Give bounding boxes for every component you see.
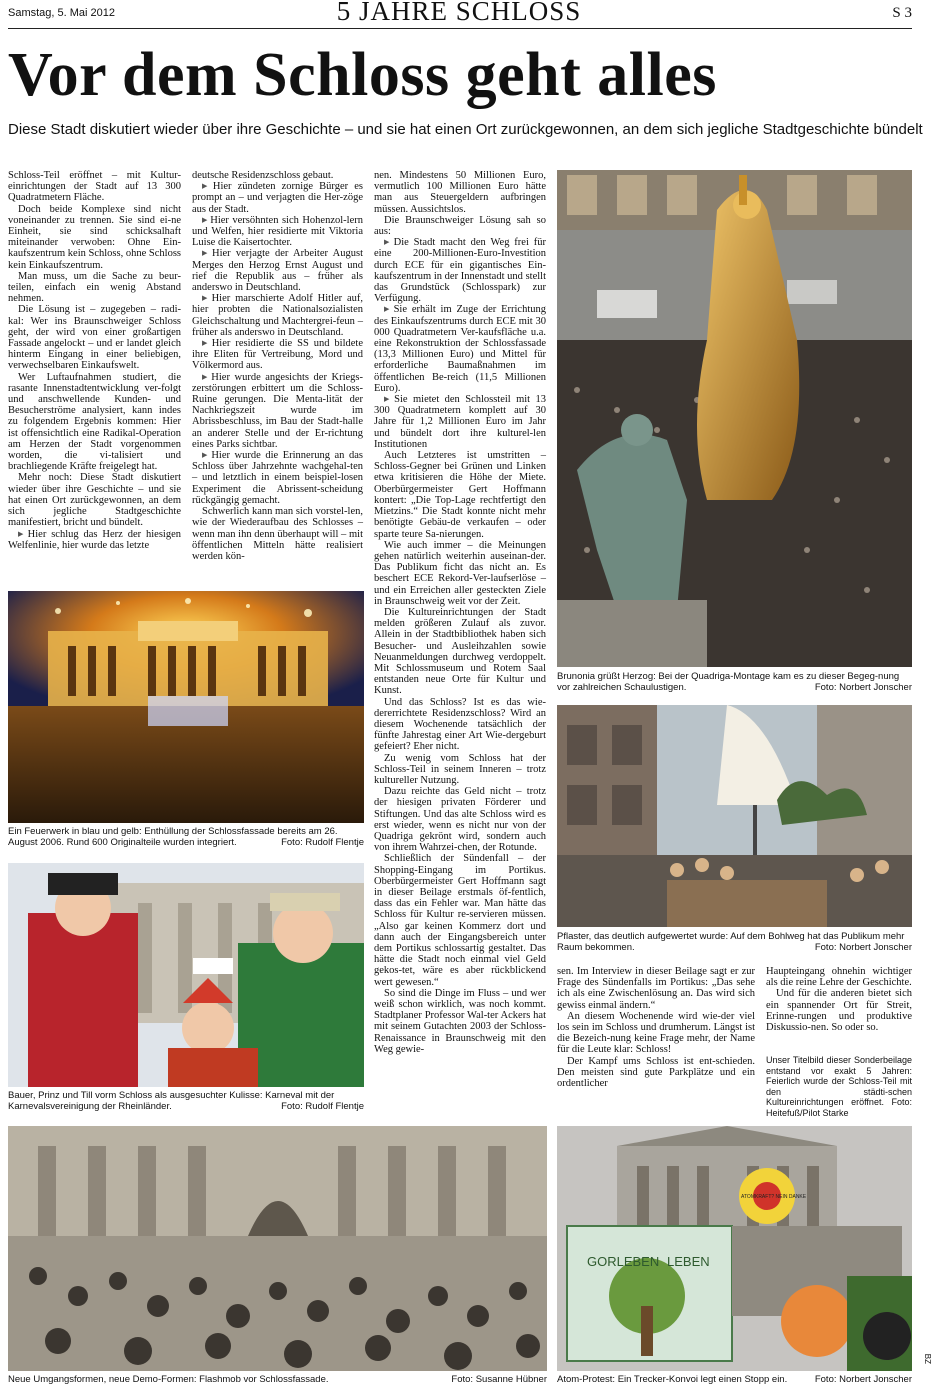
- sticker-text: ATOMKRAFT? NEIN DANKE: [741, 1194, 807, 1200]
- photo-brunonia: [557, 170, 912, 667]
- paragraph-bullet: [192, 293, 363, 338]
- paragraph-bullet: [192, 338, 363, 372]
- pflaster-illustration: [557, 705, 912, 927]
- triangle-bullet-icon: ▶: [202, 339, 210, 348]
- paragraph: Schloss-Teil eröffnet – mit Kultur-einrichtungen der Stadt auf 13 300 Quadratmetern Fläche.: [8, 170, 181, 204]
- paragraph-text: Sie mietet den Schlossteil mit 13 300 Quadratmetern komplett auf 30 Jahre für 1,2 Millionen Euro im Jahr und bündelt dort ihre kulturel-len Institutionen: [374, 394, 546, 450]
- paragraph: Zu wenig vom Schloss hat der Schloss-Teil in seinem Inneren – trotz kultureller Nutzung.: [374, 752, 546, 786]
- flashmob-illustration: [8, 1126, 547, 1371]
- headline: Vor dem Schloss geht alles: [8, 41, 717, 109]
- paragraph: Wer Luftaufnahmen studiert, die rasante Innenstadtentwicklung ver-folgt und anschwellende Kunden- und Besucherströme analysiert, kann indes zu folgendem Ergebnis kommen: Hier ist offensichtlich eine Radikal-Operation am Herzen der Stadt vorgenommen worden, die vi-talisiert und brachliegende Kräfte freigelegt hat.: [8, 371, 181, 473]
- page-number: S 3: [892, 5, 912, 21]
- triangle-bullet-icon: ▶: [202, 182, 211, 191]
- paragraph-bullet: [8, 529, 181, 551]
- paragraph: sen. Im Interview in dieser Beilage sagt er zur Frage des Sündenfalls im Portikus: „Das sehe ich als eine Zwischenlösung an. Das wird sich gewiss einmal ändern.“: [557, 966, 755, 1011]
- article-column-4a: [557, 966, 755, 1089]
- triangle-bullet-icon: ▶: [18, 529, 26, 538]
- article-column-2: [192, 170, 363, 562]
- paragraph-bullet: [374, 304, 546, 394]
- carnival-illustration: [8, 863, 364, 1087]
- article-column-3: [374, 170, 546, 1055]
- paragraph-text: Hier residierte die SS und bildete ihre Eliten für Vertreibung, Mord und Völkermord aus.: [192, 338, 363, 372]
- triangle-bullet-icon: ▶: [202, 294, 210, 303]
- paragraph: Schließlich der Sündenfall – der Shopping-Eingang im Portikus. Oberbürgermeister Gert Hoffmann sagt in dieser Beilage erstmals öf-fentlich, dass das ein Fehler war. Man hätte das Schloss für Kultur re-servieren müssen. „Also gar keinen Kommerz dort und dann auch der Eingangsbereich unter dem Portikus schlossartig gestaltet. Das hätte die Stadt noch einmal viel Geld gekos-tet, wäre es aber rückblickend wert gewesen.“: [374, 853, 546, 988]
- caption-text: Ein Feuerwerk in blau und gelb: Enthüllung der Schlossfassade bereits am 26. August 2006. Rund 600 Originalteile wurden integriert.: [8, 826, 338, 849]
- paragraph-bullet: [192, 181, 363, 215]
- caption-text: Pflaster, das deutlich aufgewertet wurde: Auf dem Bohlweg hat das Publikum mehr Raum bekommen.: [557, 931, 905, 954]
- caption-pflaster: [557, 931, 912, 954]
- triangle-bullet-icon: ▶: [384, 305, 392, 314]
- paragraph: Und das Schloss? Ist es das wie-dererrichtete Residenzschloss? Wird an diesem Wochenende tatsächlich der fünfte Jahrestag einer Art Wie-dergeburt gefeiert? Eher nicht.: [374, 696, 546, 753]
- paragraph-text: Hier marschierte Adolf Hitler auf, hier probten die Nationalsozialisten Gleichschaltung und Machtergrei-feun – früher als anderswo in Deutschland.: [192, 293, 363, 338]
- edge-mark: BZ: [923, 1353, 932, 1364]
- photo-fireworks: [8, 591, 364, 823]
- caption-text: Bauer, Prinz und Till vorm Schloss als ausgesuchter Kulisse: Karneval mit der Karnevalsvereinigung der Rheinländer.: [8, 1090, 335, 1113]
- paragraph-bullet: [192, 372, 363, 450]
- issue-date: Samstag, 5. Mai 2012: [8, 7, 116, 19]
- paragraph-text: Hier zündeten zornige Bürger es prompt an – und verjagten die Her-zöge aus der Stadt.: [192, 181, 363, 215]
- paragraph: An diesem Wochenende wird wie-der viel los sein im Schloss und drumherum. Längst ist die Bezeich-nung keine Frage mehr, der Name für die Leute klar: Schloss!: [557, 1010, 755, 1056]
- paragraph: Schwerlich kann man sich vorstel-len, wie der Wiederaufbau des Schlosses – wenn man ihn denn überhaupt will – mit öffentlichen Mitteln hätte realisiert werden kön-: [192, 506, 363, 562]
- paragraph: Die Kultureinrichtungen der Stadt melden größeren Zulauf als zuvor. Allein in der Stadtbibliothek haben sich Besucher- und Ausleihzahlen sowie Neuanmeldungen durchweg verdoppelt. Mit Schlossmuseum und Rotem Saal entstanden neue Orte für Kultur und Kunst.: [374, 606, 546, 697]
- article-column-4b: [766, 966, 912, 1118]
- caption-carnival: [8, 1090, 364, 1113]
- banner-text-2: LEBEN: [667, 1254, 710, 1269]
- paragraph: Die Braunschweiger Lösung sah so aus:: [374, 214, 546, 238]
- photo-credit: Foto: Rudolf Flentje: [281, 1101, 364, 1113]
- caption-text: Brunonia grüßt Herzog: Bei der Quadriga-Montage kam es zu dieser Begeg-nung vor zahlreichen Schaulustigen.: [557, 671, 900, 694]
- paragraph: deutsche Residenzschloss gebaut.: [192, 170, 334, 181]
- paragraph-bullet: [192, 248, 363, 293]
- triangle-bullet-icon: ▶: [202, 215, 209, 224]
- header-rule: [8, 28, 912, 29]
- paragraph-text: Sie erhält im Zuge der Errichtung des Einkaufszentrums durch ECE mit 30 000 Quadratmetern Ver-kaufsfläche u.a. eine Rekonstruktion der Schlossfassade (13,3 Millionen Euro) und Mittel für erforderliche Baumaßnahmen im öffentlichen Be-reich (11,5 Millionen Euro).: [374, 304, 546, 394]
- caption-text: Neue Umgangsformen, neue Demo-Formen: Flashmob vor Schlossfassade.: [8, 1374, 329, 1385]
- paragraph: Man muss, um die Sache zu beur-teilen, einfach ein wenig Abstand nehmen.: [8, 270, 181, 305]
- paragraph-text: Die Stadt macht den Weg frei für eine 200-Millionen-Euro-Investition durch ECE für ein gigantisches Ein-kaufszentrum in der Innenstadt und stellt das Grundstück (Schlosspark) zur Verfügung.: [374, 237, 546, 305]
- cover-note: Unser Titelbild dieser Sonderbeilage entstand vor exakt 5 Jahren: Feierlich wurde der Schloss-Teil mit den städti-schen Kultureinrichtungen eröffnet. Foto: Heitefuß/Pilot Starke: [766, 1055, 912, 1118]
- triangle-bullet-icon: ▶: [384, 395, 393, 404]
- photo-credit: Foto: Norbert Jonscher: [814, 682, 912, 694]
- paragraph: Wie auch immer – die Meinungen gehen natürlich weiterhin auseinan-der. Das Publikum ficht das nicht an. Es beschert ECE Rekord-Ver-laufserlöse – und ein Erreichen aller gesteckten Ziele in Braunschweig weit vor der Zeit.: [374, 539, 546, 607]
- photo-credit: Foto: Norbert Jonscher: [814, 1374, 912, 1385]
- photo-credit: Foto: Susanne Hübner: [451, 1374, 547, 1385]
- paragraph: Und für die anderen bietet sich ein spannender Ort für Streit, Erinne-rungen und produktive Diskussio-nen. So oder so.: [766, 988, 912, 1034]
- paragraph: Doch beide Komplexe sind nicht voneinander zu trennen. Sie sind ei-ne Einheit, sie sind schicksalhaft miteinander verwoben: Ohne Ein-kaufszentrum kein Schloss, ohne Schloss kein Einkaufszentrum.: [8, 203, 181, 271]
- section-title: 5 JAHRE SCHLOSS: [336, 0, 582, 26]
- photo-atom-protest: [557, 1126, 912, 1371]
- paragraph-text: Hier versöhnten sich Hohenzol-lern und Welfen, hier residierte mit Viktoria Luise die Kaisertochter.: [192, 214, 363, 249]
- paragraph-bullet: [192, 450, 363, 506]
- photo-flashmob: [8, 1126, 547, 1371]
- paragraph: So sind die Dinge im Fluss – und wer weiß schon wirklich, was noch kommt. Stadtplaner Professor Wal-ter Ackers hat mit seinem Gutachten 2003 der Schloss-Renaissance in Braunschweig mit den Weg gewie-: [374, 987, 546, 1055]
- photo-credit: Foto: Norbert Jonscher: [814, 942, 912, 954]
- photo-pflaster: [557, 705, 912, 927]
- paragraph-bullet: [374, 394, 546, 450]
- paragraph: Mehr noch: Diese Stadt diskutiert wieder über ihre Geschichte – und sie hat einen Ort zurückgewonnen, an dem sich jegliche Stadtgeschichte manifestiert, bricht und bündelt.: [8, 472, 181, 529]
- caption-brunonia: [557, 671, 912, 694]
- caption-atom-protest: [557, 1374, 912, 1385]
- brunonia-illustration: [557, 170, 912, 667]
- paragraph-text: Hier schlug das Herz der hiesigen Welfenlinie, hier wurde das letzte: [8, 528, 181, 551]
- paragraph-text: Hier wurde die Erinnerung an das Schloss über Jahrzehnte wachgehal-ten – und letztlich in einem beispiel-losen Experiment die Abrissent-scheidung rückgängig gemacht.: [192, 450, 363, 506]
- paragraph: Der Kampf ums Schloss ist ent-schieden. Den meisten sind gute Parkplätze und ein ordentlicher: [557, 1055, 755, 1090]
- triangle-bullet-icon: ▶: [384, 238, 392, 247]
- paragraph-text: Hier wurde angesichts der Kriegs-zerstörungen erbittert um die Schloss-Ruine gerungen. Die Menta-lität der Nachkriegszeit wurde im Abrissbeschluss, im Bau der Stadt-halle an anderer Stelle und der Er-richtung eines Parks sichtbar.: [192, 371, 363, 450]
- triangle-bullet-icon: ▶: [202, 372, 210, 381]
- article-column-1: [8, 170, 181, 551]
- paragraph: Auch Letzteres ist umstritten – Schloss-Gegner bei Grünen und Linken etwa kritisieren die Höhe der Miete. Oberbürgermeister Gert Hoffmann kontert: „Die Top-Lage rechtfertigt den Mietzins.“ Die Stadt konnte nicht mehr benötigte Gebäu-de verkaufen – oder sparte teure Sa-nierungen.: [374, 450, 546, 540]
- paragraph: Die Lösung ist – zugegeben – radi-kal: Wer ins Braunschweiger Schloss geht, der wird von einer großartigen Fassade angelockt – und er landet gleich hinterm Eingang in einer beliebigen, verwechselbaren Einkaufswelt.: [8, 304, 181, 372]
- fireworks-illustration: [8, 591, 364, 823]
- photo-carnival: [8, 863, 364, 1087]
- triangle-bullet-icon: ▶: [202, 249, 210, 258]
- paragraph-text: Hier verjagte der Arbeiter August Merges den Herzog Ernst August und rief die Republik aus – früher als anderswo in Deutschland.: [192, 248, 363, 294]
- paragraph: Dazu reichte das Geld nicht – trotz der hiesigen privaten Förderer und Stiftungen. Und das alte Schloss wird es erst wieder, wenn es nicht nur von der Quadriga gekrönt wird, sondern auch von ihrem Wahrzei-chen, der Rotunde.: [374, 786, 546, 854]
- paragraph-bullet: [192, 215, 363, 249]
- paragraph: Haupteingang ohnehin wichtiger als die reine Lehre der Geschichte.: [766, 966, 912, 989]
- caption-fireworks: [8, 826, 364, 849]
- caption-text: Atom-Protest: Ein Trecker-Konvoi legt einen Stopp ein.: [557, 1374, 788, 1385]
- triangle-bullet-icon: ▶: [202, 451, 210, 460]
- caption-flashmob: [8, 1374, 547, 1385]
- paragraph: nen. Mindestens 50 Millionen Euro, vermutlich 100 Millionen Euro hätte man aus Steuergeldern aufbringen müssen. Aussichtslos.: [374, 170, 546, 215]
- atom-protest-illustration: [557, 1126, 912, 1371]
- paragraph-bullet: [374, 237, 546, 304]
- subheadline: Diese Stadt diskutiert wieder über ihre Geschichte – und sie hat einen Ort zurückgewonnen, an dem sich jegliche Stadtgeschichte bündelt: [8, 121, 923, 138]
- banner-text: GORLEBEN: [587, 1254, 660, 1269]
- photo-credit: Foto: Rudolf Flentje: [281, 837, 364, 849]
